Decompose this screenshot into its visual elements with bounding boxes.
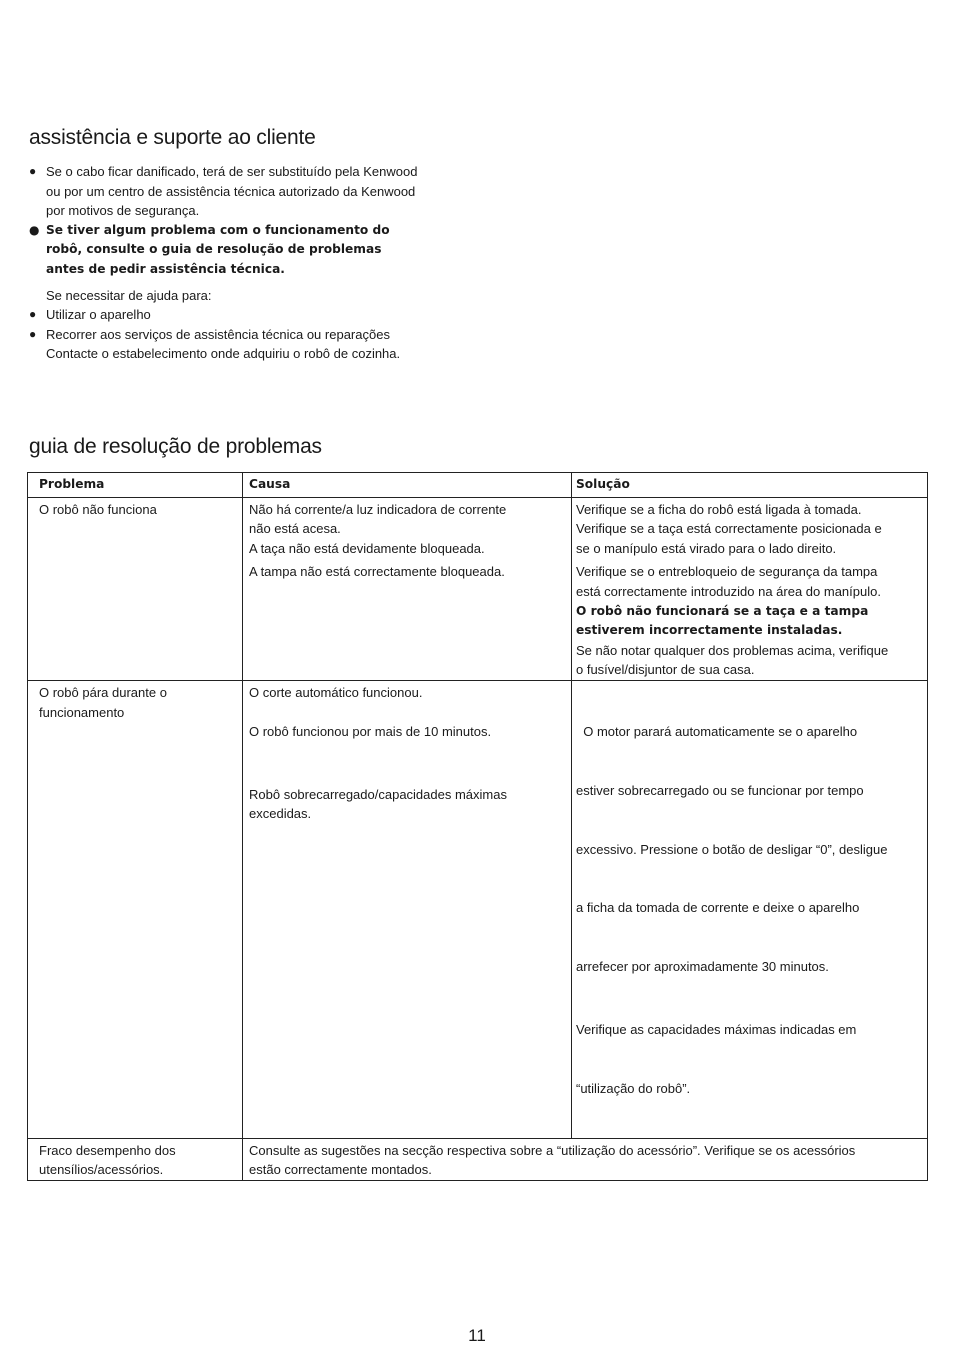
cause-cell [243,680,572,1138]
text-line: Consulte as sugestões na secção respectiva sobre a “utilização do acessório”. Verifique se os acessórios [249,1142,856,1158]
table-row [28,497,928,680]
text-line: antes de pedir assistência técnica. [46,261,285,276]
text-line: excessivo. Pressione o botão de desligar “0”, desligue [576,841,888,857]
solution-cell [572,680,928,1138]
page-number: 11 [468,1326,486,1345]
text-line: A tampa não está correctamente bloqueada. [249,564,505,580]
text-line: excedidas. [249,806,312,822]
text-line: ou por um centro de assistência técnica autorizado da Kenwood [46,183,416,199]
troubleshooting-section-title: guia de resolução de problemas [29,435,322,458]
problem-cell [28,680,243,1138]
table-row [28,1138,928,1180]
text-line: Robô sobrecarregado/capacidades máximas [249,786,507,802]
text-line: O robô funcionou por mais de 10 minutos. [249,724,492,740]
header-problem: Problema [28,473,243,498]
text-line: Se tiver algum problema com o funcionamento do [46,222,390,237]
bullet-icon: ● [29,326,37,341]
contact-text: Contacte o estabelecimento onde adquiriu o robô de cozinha. [46,346,401,362]
text-line: por motivos de segurança. [46,203,200,219]
text-line: “utilização do robô”. [576,1080,691,1096]
bullet-troubleshoot-first [29,221,469,280]
bullet-icon: ● [29,164,37,178]
text-line: a ficha da tomada de corrente e deixe o aparelho [576,900,860,916]
text-line: Verifique se a taça está correctamente posicionada e [576,521,882,537]
text-line: está correctamente introduzido na área do manípulo. [576,583,881,599]
text-line: Se não notar qualquer dos problemas acima, verifique [576,642,889,658]
text-line: Recorrer aos serviços de assistência técnica ou reparações [46,326,390,342]
table-row [28,680,928,1138]
text-line: Se o cabo ficar danificado, terá de ser substituído pela Kenwood [46,164,418,179]
support-section-title: assistência e suporte ao cliente [29,126,316,149]
text-line: Verifique se a ficha do robô está ligada à tomada. [576,501,862,517]
text-line: Verifique se o entrebloqueio de segurança da tampa [576,564,878,580]
text-line: O corte automático funcionou. [249,684,423,700]
text-line: arrefecer por aproximadamente 30 minutos. [576,959,829,975]
text-line: O motor parará automaticamente se o aparelho [576,724,858,740]
warning-line: estiverem incorrectamente instaladas. [576,623,843,638]
text-line: O robô pára durante o [39,684,167,700]
table-header-row [28,473,928,498]
troubleshooting-table [27,472,928,1181]
text-line: A taça não está devidamente bloqueada. [249,540,485,556]
text-line: funcionamento [39,704,125,720]
text-line: Utilizar o aparelho [46,307,151,323]
bullet-cable-replacement [29,162,469,221]
problem-cell [28,497,243,680]
text-line: o fusível/disjuntor de sua casa. [576,662,755,678]
text-line: robô, consulte o guia de resolução de problemas [46,242,382,257]
warning-line: O robô não funcionará se a taça e a tampa [576,603,869,618]
cause-solution-cell [243,1138,928,1180]
text-line: Verifique as capacidades máximas indicadas em [576,1022,857,1038]
solution-cell [572,497,928,680]
support-section [29,162,469,364]
text-line: não está acesa. [249,521,341,537]
text-line: Fraco desempenho dos [39,1142,176,1158]
cause-cell [243,497,572,680]
bullet-icon: ● [29,307,37,322]
text-line: estão correctamente montados. [249,1162,432,1178]
help-intro: Se necessitar de ajuda para: [46,287,212,303]
text-line: se o manípulo está virado para o lado direito. [576,540,837,556]
problem-cell [28,1138,243,1180]
bullet-icon: ● [29,222,40,237]
text-line: estiver sobrecarregado ou se funcionar por tempo [576,782,864,798]
help-item [29,305,469,325]
header-cause: Causa [243,473,572,498]
text-line: O robô não funciona [39,501,157,517]
header-solution: Solução [572,473,928,498]
help-item [29,325,469,345]
text-line: utensílios/acessórios. [39,1162,164,1178]
text-line: Não há corrente/a luz indicadora de corrente [249,501,507,517]
